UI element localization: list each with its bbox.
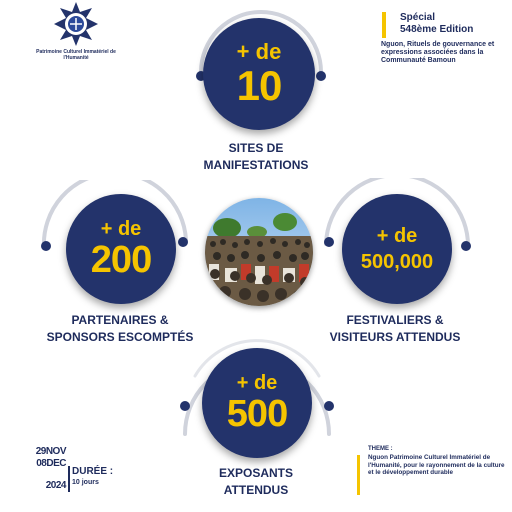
stat-circle-sites (203, 18, 315, 130)
stat-label-line: PARTENAIRES & (71, 313, 169, 327)
stat-circle-partners (66, 194, 176, 304)
stat-value: 200 (90, 239, 152, 281)
duration-label: DURÉE : (72, 466, 114, 477)
duration-value: 10 jours (72, 479, 99, 486)
stat-label-exhibitors (166, 465, 346, 499)
stat-label-line: VISITEURS ATTENDUS (329, 330, 461, 344)
theme-accent-bar (357, 455, 360, 495)
crowd-photo (205, 198, 313, 306)
theme-text: Nguon Patrimoine Culturel Immatériel de l'Humanité, pour le rayonnement de la culture et le développement durable (368, 454, 505, 477)
special-label: Spécial (400, 12, 436, 23)
event-year: 2024 (45, 480, 66, 491)
stat-value: 500 (226, 393, 288, 435)
stat-prefix: + de (236, 39, 282, 64)
stat-prefix: + de (236, 372, 278, 394)
theme-title: THEME : (368, 446, 393, 452)
special-accent-bar (382, 12, 386, 38)
stat-prefix: + de (376, 225, 418, 247)
date-separator (68, 466, 70, 492)
stat-circle-exhibitors (202, 348, 312, 458)
stat-label-line: SPONSORS ESCOMPTÉS (46, 330, 194, 344)
stat-label-line: ATTENDUS (223, 483, 289, 497)
unesco-emblem-icon (48, 0, 104, 48)
stat-prefix: + de (100, 218, 142, 240)
end-date: 08DEC (36, 458, 66, 469)
stat-label-line: FESTIVALIERS & (346, 313, 444, 327)
stat-circle-visitors (342, 194, 452, 304)
stat-label-line: MANIFESTATIONS (203, 158, 309, 172)
stat-label-sites (166, 140, 346, 174)
logo-caption: Patrimoine Culturel Immatériel de l'Humanité (36, 49, 116, 61)
event-dates (32, 446, 66, 492)
event-description: Nguon, Rituels de gouvernance et expressions associées dans la Communauté Bamoun (381, 41, 495, 64)
start-date: 29NOV (35, 446, 66, 457)
stat-value: 500,000 (360, 251, 434, 273)
edition-label: 548ème Edition (400, 24, 474, 35)
stat-value: 10 (236, 62, 282, 109)
stat-label-line: EXPOSANTS (218, 466, 293, 480)
stat-label-line: SITES DE (228, 141, 284, 155)
